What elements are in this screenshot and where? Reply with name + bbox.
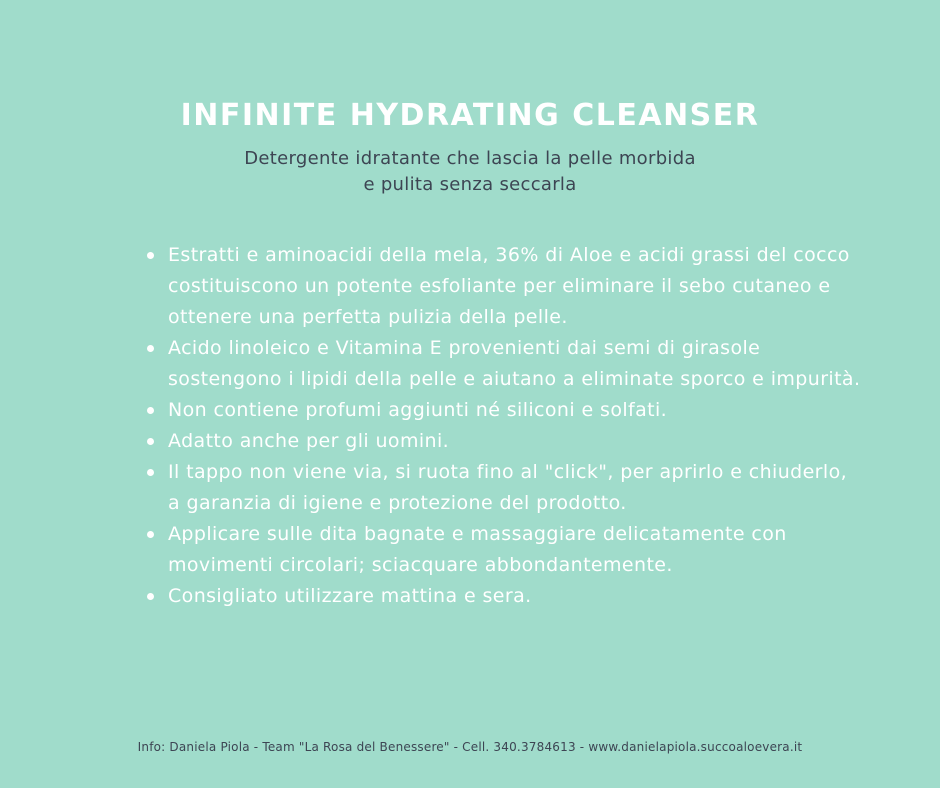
feature-list [144,240,864,612]
contact-footer: Info: Daniela Piola - Team "La Rosa del Benessere" - Cell. 340.3784613 - www.danielapiola.succoaloevera.it [137,740,803,754]
feature-item [144,581,864,612]
feature-item [144,333,864,395]
feature-item [144,395,864,426]
bullet-dot-icon [147,593,154,600]
feature-text: Acido linoleico e Vitamina E provenienti dai semi di girasole sostengono i lipidi della pelle e aiutano a eliminate sporco e impurità. [168,337,861,390]
subtitle-line-2: e pulita senza seccarla [363,174,577,195]
product-subtitle [0,146,940,198]
subtitle-line-1: Detergente idratante che lascia la pelle morbida [244,148,696,169]
feature-text: Applicare sulle dita bagnate e massaggiare delicatamente con movimenti circolari; sciacquare abbondantemente. [168,523,787,576]
bullet-dot-icon [147,345,154,352]
bullet-dot-icon [147,407,154,414]
bullet-dot-icon [147,252,154,259]
feature-text: Adatto anche per gli uomini. [168,430,450,452]
bullet-dot-icon [147,438,154,445]
bullet-dot-icon [147,531,154,538]
feature-text: Consigliato utilizzare mattina e sera. [168,585,532,607]
feature-item [144,457,864,519]
product-title: INFINITE HYDRATING CLEANSER [180,98,760,133]
feature-item [144,240,864,333]
feature-text: Estratti e aminoacidi della mela, 36% di Aloe e acidi grassi del cocco costituiscono un potente esfoliante per eliminare il sebo cutaneo e ottenere una perfetta pulizia della pelle. [168,244,850,328]
feature-item [144,426,864,457]
feature-text: Il tappo non viene via, si ruota fino al "click", per aprirlo e chiuderlo, a garanzia di igiene e protezione del prodotto. [168,461,848,514]
feature-item [144,519,864,581]
feature-text: Non contiene profumi aggiunti né siliconi e solfati. [168,399,668,421]
bullet-dot-icon [147,469,154,476]
